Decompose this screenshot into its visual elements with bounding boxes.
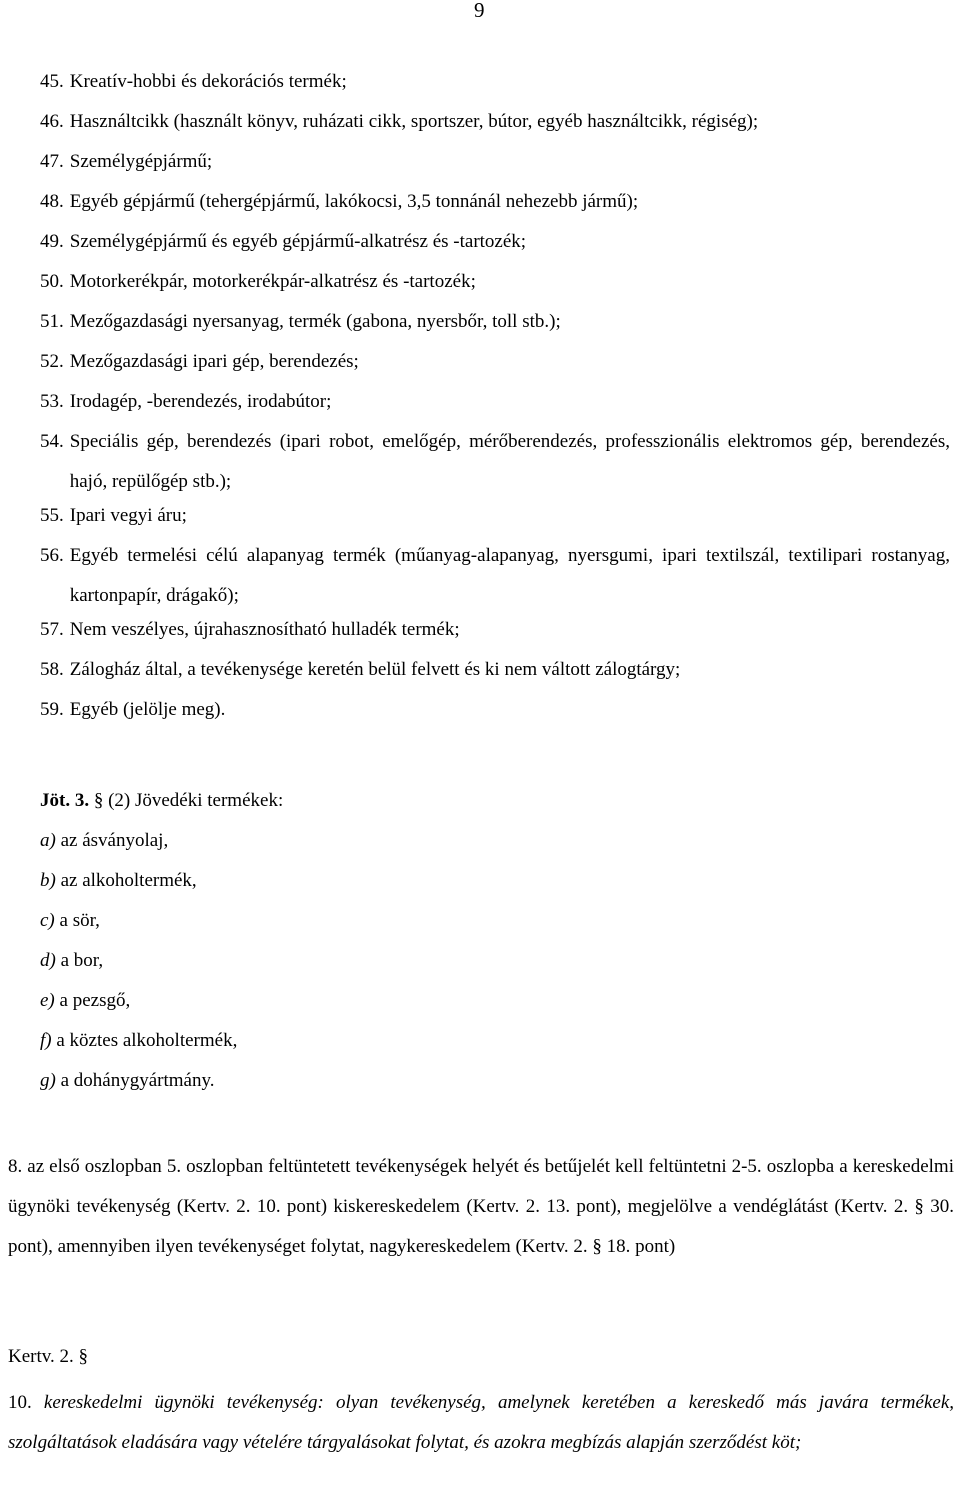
item-number: 45.	[40, 71, 64, 92]
item-number: 58.	[40, 659, 64, 680]
list-item	[40, 656, 950, 684]
item-number: 59.	[40, 699, 64, 720]
item-number: 53.	[40, 391, 64, 412]
item-number: 54.	[40, 431, 64, 452]
item-number: 56.	[40, 545, 64, 566]
excise-products-list	[40, 827, 237, 1107]
list-item	[40, 228, 950, 256]
kertv-reference: Kertv. 2. §	[8, 1346, 89, 1367]
item-text: Ipari vegyi áru;	[69, 505, 187, 526]
list-item	[40, 148, 950, 176]
item-number: 57.	[40, 619, 64, 640]
item-number: 48.	[40, 191, 64, 212]
item-text: a dohánygyártmány.	[55, 1070, 215, 1091]
list-item	[40, 947, 237, 975]
item-text: Mezőgazdasági nyersanyag, termék (gabona, nyersbőr, toll stb.);	[69, 311, 561, 332]
item-letter: b)	[40, 870, 56, 891]
list-item	[40, 268, 950, 296]
item-letter: f)	[40, 1030, 52, 1051]
item-text: a bor,	[55, 950, 104, 971]
item-number: 51.	[40, 311, 64, 332]
item-text: az ásványolaj,	[55, 830, 169, 851]
item-number: 50.	[40, 271, 64, 292]
item-letter: a)	[40, 830, 56, 851]
item-text: Kreatív-hobbi és dekorációs termék;	[69, 71, 347, 92]
list-item	[40, 987, 237, 1015]
item-letter: e)	[40, 990, 55, 1011]
list-item	[40, 188, 950, 216]
item-text: Mezőgazdasági ipari gép, berendezés;	[69, 351, 359, 372]
list-item	[40, 348, 950, 376]
definition-text: kereskedelmi ügynöki tevékenység: olyan tevékenység, amelynek keretében a kereskedő más javára termékek, szolgáltatások eladására vagy vételére tárgyalásokat folytat, és azokra megbízás alapján szerződést köt;	[8, 1392, 954, 1453]
list-item	[40, 536, 950, 616]
list-item	[40, 308, 950, 336]
list-item	[40, 827, 237, 855]
list-item	[40, 616, 950, 644]
law-reference: Jöt. 3.	[40, 790, 90, 811]
definition-number: 10.	[8, 1392, 32, 1413]
item-text: a pezsgő,	[54, 990, 131, 1011]
page-number: 9	[474, 0, 485, 22]
item-text: Irodagép, -berendezés, irodabútor;	[69, 391, 332, 412]
list-item	[40, 907, 237, 935]
item-number: 49.	[40, 231, 64, 252]
item-text: Motorkerékpár, motorkerékpár-alkatrész és -tartozék;	[69, 271, 476, 292]
item-text: Használtcikk (használt könyv, ruházati cikk, sportszer, bútor, egyéb használtcikk, régiség);	[69, 111, 759, 132]
note-8-paragraph: 8. az első oszlopban 5. oszlopban feltüntetett tevékenységek helyét és betűjelét kell feltüntetni 2-5. oszlopba a kereskedelmi ügynöki tevékenység (Kertv. 2. 10. pont) kiskereskedelem (Kertv. 2. 13. pont), megjelölve a vendéglátást (Kertv. 2. § 30. pont), amennyiben ilyen tevékenységet folytat, nagykereskedelem (Kertv. 2. § 18. pont)	[8, 1156, 954, 1257]
list-item	[40, 68, 950, 96]
item-text: a sör,	[54, 910, 100, 931]
item-text: Személygépjármű;	[69, 151, 213, 172]
list-item	[40, 108, 950, 136]
heading-text: § (2) Jövedéki termékek:	[89, 790, 284, 811]
excise-products-heading	[40, 787, 283, 815]
list-item	[40, 502, 950, 530]
product-category-list	[40, 68, 950, 736]
list-item	[40, 696, 950, 724]
item-number: 55.	[40, 505, 64, 526]
list-item	[40, 1027, 237, 1055]
list-item	[40, 1067, 237, 1095]
item-text: Speciális gép, berendezés (ipari robot, emelőgép, mérőberendezés, professzionális elektromos gép, berendezés, hajó, repülőgép stb.);	[69, 431, 950, 492]
definition-10-paragraph	[8, 1383, 954, 1463]
list-item	[40, 867, 237, 895]
item-text: Egyéb gépjármű (tehergépjármű, lakókocsi, 3,5 tonnánál nehezebb jármű);	[69, 191, 639, 212]
list-item	[40, 388, 950, 416]
item-text: Egyéb (jelölje meg).	[69, 699, 226, 720]
item-letter: c)	[40, 910, 55, 931]
item-number: 52.	[40, 351, 64, 372]
item-text: az alkoholtermék,	[55, 870, 197, 891]
item-letter: d)	[40, 950, 56, 971]
item-text: Zálogház által, a tevékenysége keretén belül felvett és ki nem váltott zálogtárgy;	[69, 659, 681, 680]
item-text: a köztes alkoholtermék,	[51, 1030, 238, 1051]
item-text: Nem veszélyes, újrahasznosítható hulladék termék;	[69, 619, 460, 640]
item-number: 47.	[40, 151, 64, 172]
item-number: 46.	[40, 111, 64, 132]
list-item	[40, 422, 950, 502]
item-text: Egyéb termelési célú alapanyag termék (műanyag-alapanyag, nyersgumi, ipari textilszál, textilipari rostanyag, kartonpapír, drágakő);	[69, 545, 950, 606]
item-text: Személygépjármű és egyéb gépjármű-alkatrész és -tartozék;	[69, 231, 527, 252]
item-letter: g)	[40, 1070, 56, 1091]
